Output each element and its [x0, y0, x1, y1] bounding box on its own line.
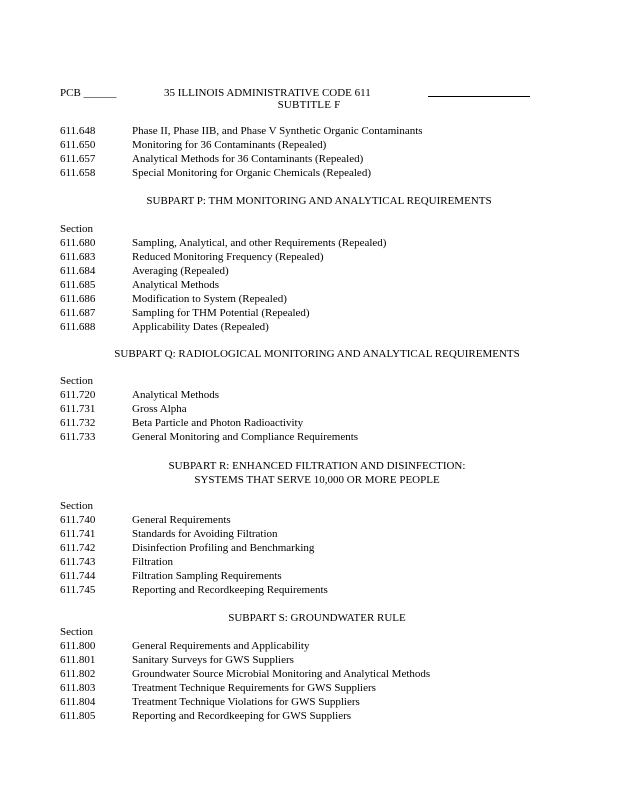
section-list-top [60, 124, 560, 180]
subpart-r-list [60, 499, 560, 597]
section-label: Section [60, 375, 93, 387]
section-label: Section [60, 626, 93, 638]
list-item: 611.743 Filtration [60, 556, 173, 568]
subpart-s-list [60, 625, 560, 723]
list-item: 611.801 Sanitary Surveys for GWS Suppliers [60, 654, 294, 666]
list-item: 611.802 Groundwater Source Microbial Monitoring and Analytical Methods [60, 668, 431, 680]
list-item: 611.731 Gross Alpha [60, 403, 187, 415]
header-title: 35 ILLINOIS ADMINISTRATIVE CODE 611 [164, 87, 371, 99]
list-item: 611.686 Modification to System (Repealed) [60, 293, 287, 305]
list-item: 611.683 Reduced Monitoring Frequency (Repealed) [60, 251, 324, 263]
list-item: 611.688 Applicability Dates (Repealed) [60, 321, 269, 333]
header-blank-line [428, 86, 530, 97]
list-item: 611.741 Standards for Avoiding Filtration [60, 528, 278, 540]
list-item: 611.733 General Monitoring and Compliance Requirements [60, 431, 359, 443]
section-label: Section [60, 500, 93, 512]
list-item: 611.687 Sampling for THM Potential (Repealed) [60, 307, 310, 319]
list-item: 611.745 Reporting and Recordkeeping Requirements [60, 584, 328, 596]
list-item: 611.658 Special Monitoring for Organic Chemicals (Repealed) [60, 167, 371, 179]
subpart-r-heading: SUBPART R: ENHANCED FILTRATION AND DISINFECTION: [168, 460, 466, 472]
list-item: 611.648 Phase II, Phase IIB, and Phase V Synthetic Organic Contaminants [60, 125, 423, 137]
list-item: 611.804 Treatment Technique Violations for GWS Suppliers [60, 696, 360, 708]
subpart-p-list [60, 222, 560, 334]
subpart-s-heading: SUBPART S: GROUNDWATER RULE [228, 612, 406, 624]
subpart-p-heading: SUBPART P: THM MONITORING AND ANALYTICAL REQUIREMENTS [146, 195, 492, 207]
list-item: 611.740 General Requirements [60, 514, 231, 526]
list-item: 611.803 Treatment Technique Requirements for GWS Suppliers [60, 682, 376, 694]
list-item: 611.732 Beta Particle and Photon Radioactivity [60, 417, 304, 429]
list-item: 611.650 Monitoring for 36 Contaminants (Repealed) [60, 139, 327, 151]
list-item: 611.805 Reporting and Recordkeeping for GWS Suppliers [60, 710, 352, 722]
header-subtitle: SUBTITLE F [277, 99, 341, 111]
subpart-q-heading: SUBPART Q: RADIOLOGICAL MONITORING AND ANALYTICAL REQUIREMENTS [114, 348, 520, 360]
list-item: 611.684 Averaging (Repealed) [60, 265, 229, 277]
list-item: 611.742 Disinfection Profiling and Benchmarking [60, 542, 315, 554]
list-item: 611.800 General Requirements and Applicability [60, 640, 310, 652]
list-item: 611.720 Analytical Methods [60, 389, 220, 401]
subpart-q-list [60, 374, 560, 444]
subpart-r-heading-line2: SYSTEMS THAT SERVE 10,000 OR MORE PEOPLE [194, 474, 440, 486]
header-left: PCB ______ [60, 87, 117, 99]
section-label: Section [60, 223, 93, 235]
list-item: 611.657 Analytical Methods for 36 Contaminants (Repealed) [60, 153, 364, 165]
list-item: 611.685 Analytical Methods [60, 279, 220, 291]
list-item: 611.680 Sampling, Analytical, and other Requirements (Repealed) [60, 237, 387, 249]
list-item: 611.744 Filtration Sampling Requirements [60, 570, 282, 582]
